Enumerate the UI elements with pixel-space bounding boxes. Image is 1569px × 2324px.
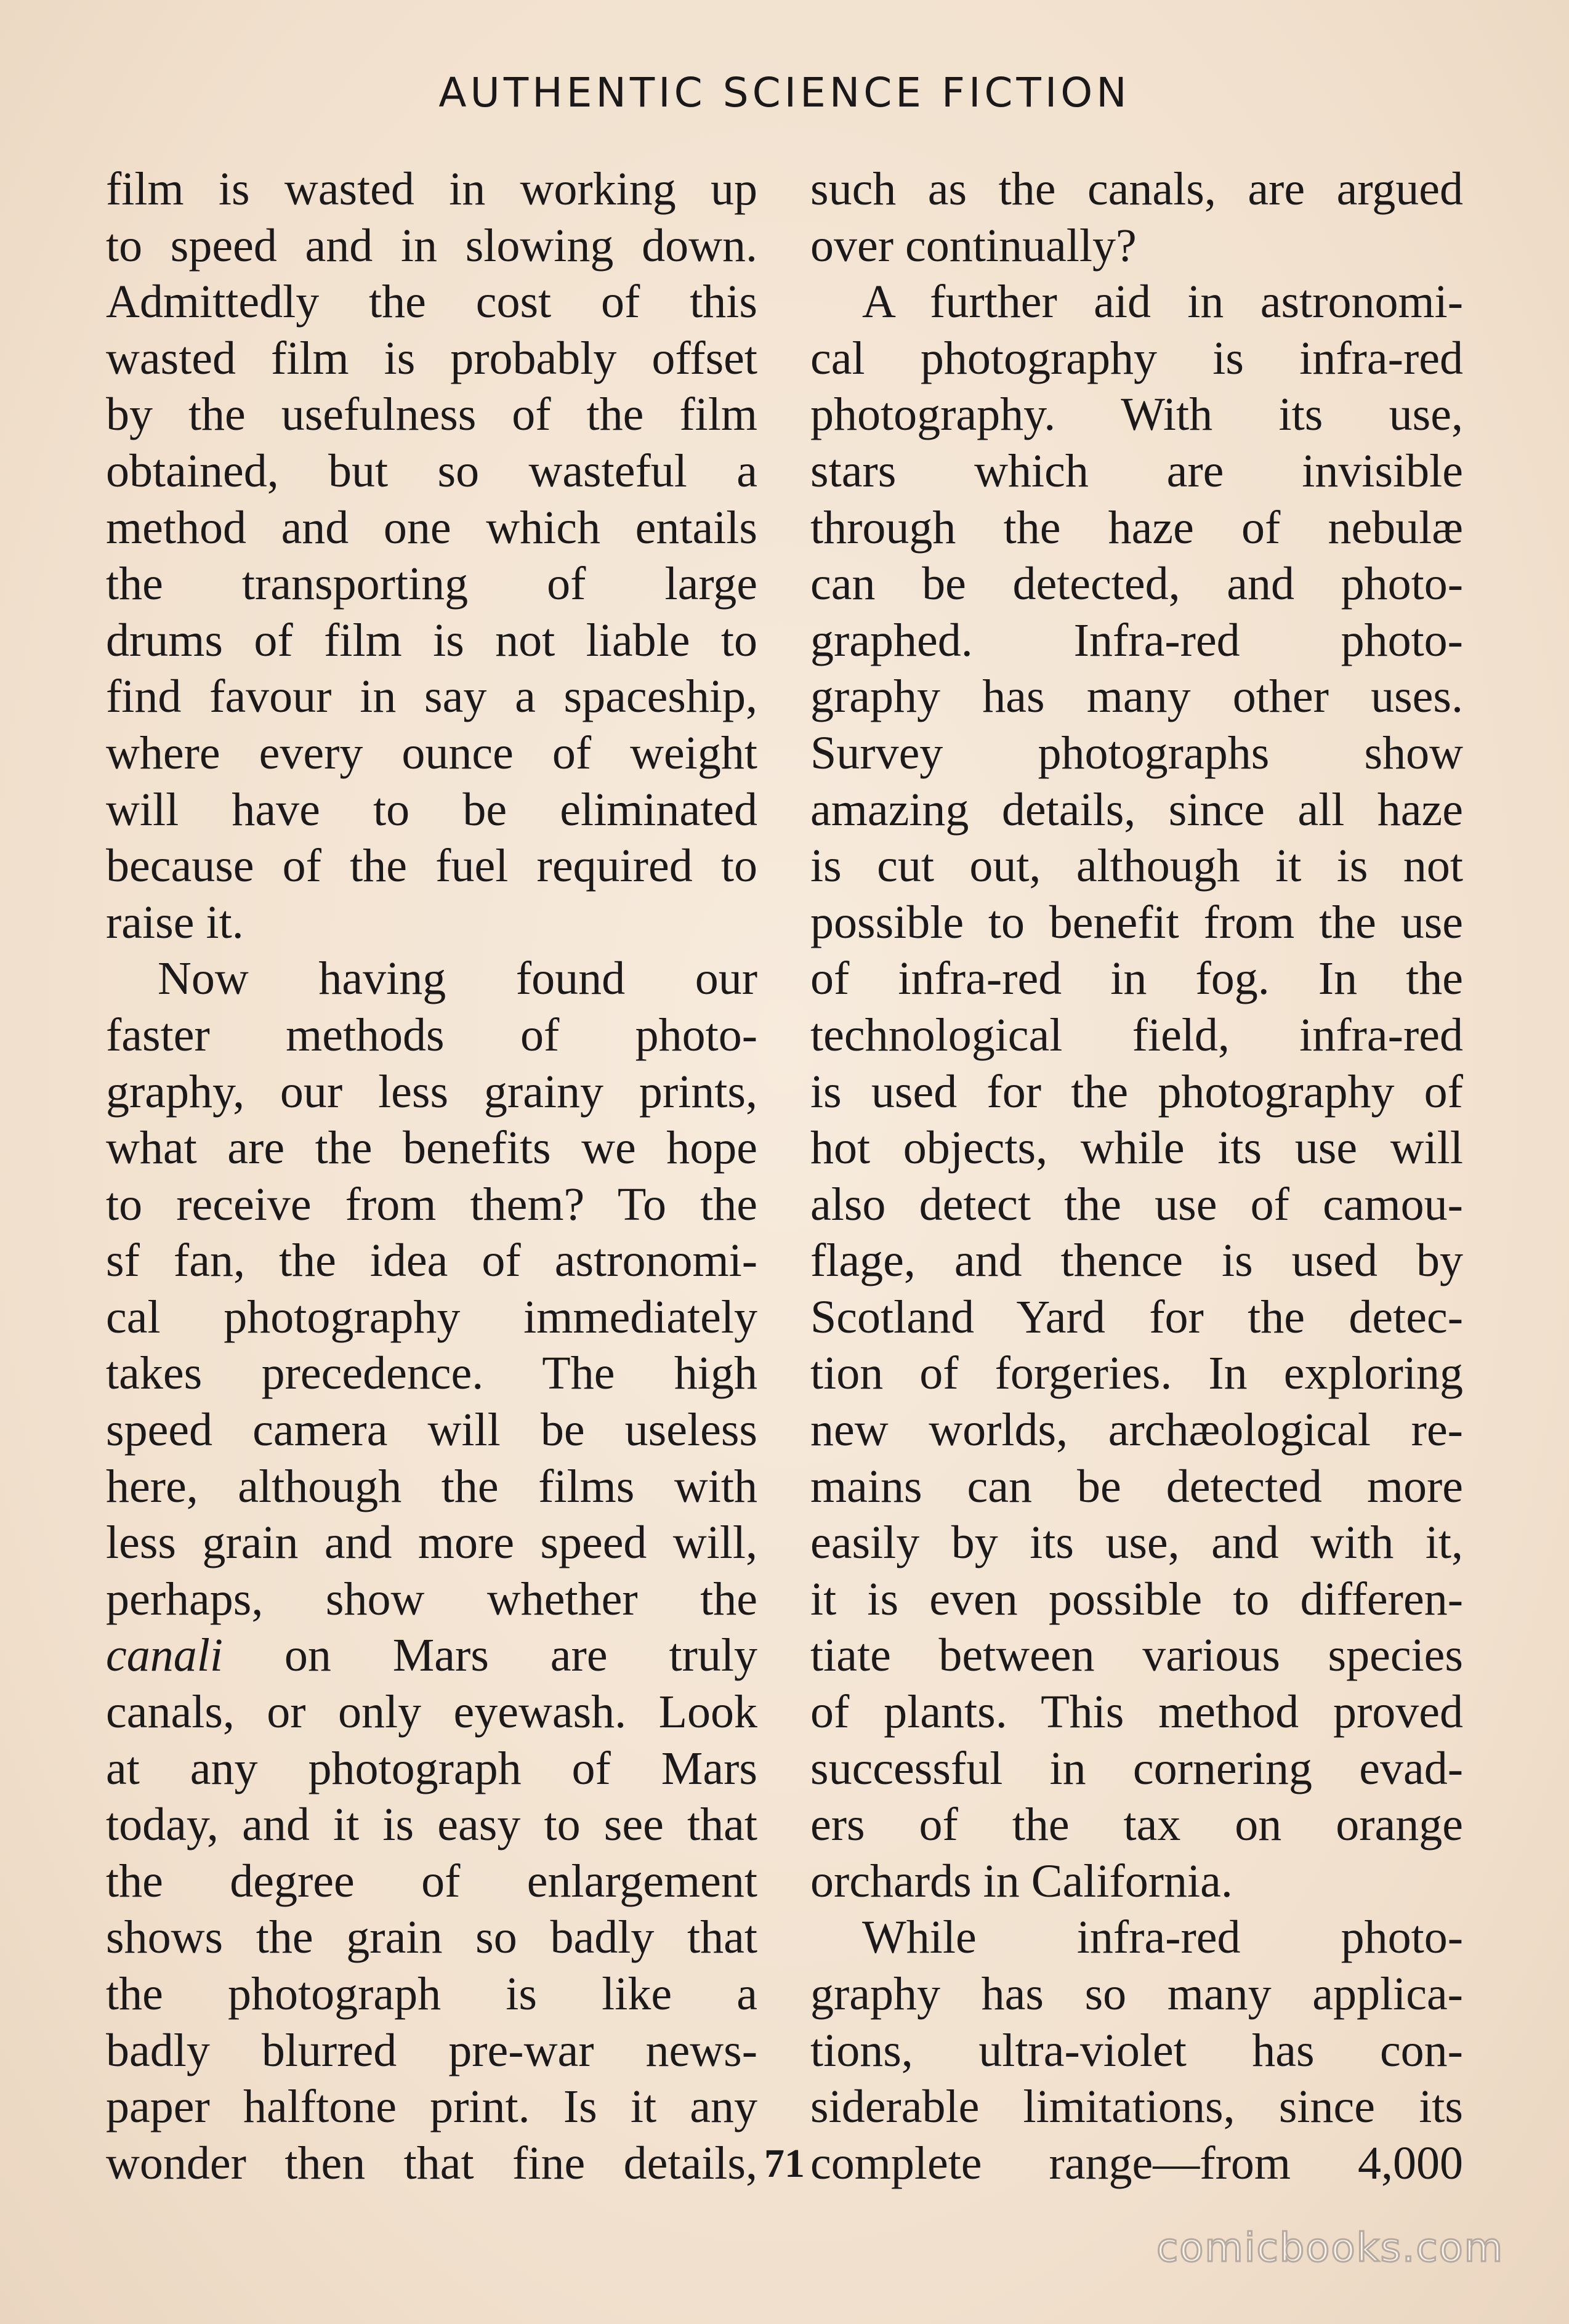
text-line: easily by its use, and with it, bbox=[810, 1517, 1463, 1569]
text-line: speed camera will be useless bbox=[106, 1404, 757, 1456]
text-line: graphed. Infra-red photo- bbox=[810, 614, 1463, 666]
text-line: raise it. bbox=[106, 896, 244, 948]
running-title: AUTHENTIC SCIENCE FICTION bbox=[438, 69, 1131, 116]
left-text-column bbox=[106, 161, 757, 2192]
text-line: what are the benefits we hope bbox=[106, 1122, 757, 1174]
text-line: Now having found our bbox=[158, 953, 757, 1005]
text-line: technological field, infra-red bbox=[810, 1009, 1463, 1061]
text-line: tiate between various species bbox=[810, 1629, 1463, 1682]
text-line: through the haze of nebulæ bbox=[810, 501, 1463, 554]
text-line: A further aid in astronomi- bbox=[862, 276, 1463, 328]
text-line: amazing details, since all haze bbox=[810, 783, 1463, 836]
text-line: Survey photographs show bbox=[810, 727, 1463, 779]
text-line: will have to be eliminated bbox=[106, 783, 757, 836]
text-line: canals, or only eyewash. Look bbox=[106, 1686, 757, 1738]
text-line: at any photograph of Mars bbox=[106, 1742, 757, 1794]
text-line: the degree of enlargement bbox=[106, 1855, 757, 1907]
text-line: today, and it is easy to see that bbox=[106, 1799, 757, 1851]
text-line: film is wasted in working up bbox=[106, 163, 757, 215]
page-number: 71 bbox=[764, 2141, 805, 2186]
text-line: takes precedence. The high bbox=[106, 1347, 757, 1400]
text-line: badly blurred pre-war news- bbox=[106, 2024, 757, 2076]
text-line: new worlds, archæological re- bbox=[810, 1404, 1463, 1456]
text-line: to receive from them? To the bbox=[106, 1178, 757, 1230]
text-line: sf fan, the idea of astronomi- bbox=[106, 1235, 757, 1287]
text-line: of plants. This method proved bbox=[810, 1686, 1463, 1738]
text-line: find favour in say a spaceship, bbox=[106, 671, 757, 723]
text-line: obtained, but so wasteful a bbox=[106, 445, 757, 497]
text-line: over continually? bbox=[810, 219, 1137, 272]
text-line: paper halftone print. Is it any bbox=[106, 2081, 757, 2133]
text-line: because of the fuel required to bbox=[106, 840, 757, 892]
text-line: is used for the photography of bbox=[810, 1065, 1463, 1118]
text-line: faster methods of photo- bbox=[106, 1009, 757, 1061]
text-line: siderable limitations, since its bbox=[810, 2081, 1463, 2133]
text-line: successful in cornering evad- bbox=[810, 1742, 1463, 1794]
text-line: While infra-red photo- bbox=[862, 1911, 1463, 1964]
text-line: possible to benefit from the use bbox=[810, 896, 1463, 948]
text-line: less grain and more speed will, bbox=[106, 1517, 757, 1569]
text-line: ers of the tax on orange bbox=[810, 1799, 1463, 1851]
text-line: also detect the use of camou- bbox=[810, 1178, 1463, 1230]
text-line: drums of film is not liable to bbox=[106, 614, 757, 666]
text-line: tion of forgeries. In exploring bbox=[810, 1347, 1463, 1400]
text-line: where every ounce of weight bbox=[106, 727, 757, 779]
text-line: cal photography is infra-red bbox=[810, 332, 1463, 384]
text-line: hot objects, while its use will bbox=[810, 1122, 1463, 1174]
text-line: Admittedly the cost of this bbox=[106, 276, 757, 328]
text-line: Scotland Yard for the detec- bbox=[810, 1291, 1463, 1343]
text-line: here, although the films with bbox=[106, 1460, 757, 1512]
text-line: to speed and in slowing down. bbox=[106, 219, 757, 272]
text-line: the photograph is like a bbox=[106, 1968, 757, 2020]
text-line: graphy has so many applica- bbox=[810, 1968, 1463, 2020]
text-line: cal photography immediately bbox=[106, 1291, 757, 1343]
watermark-logo: comicbooks.com bbox=[1156, 2225, 1504, 2271]
text-line: orchards in California. bbox=[810, 1855, 1233, 1907]
text-line: graphy, our less grainy prints, bbox=[106, 1065, 757, 1118]
text-line: shows the grain so badly that bbox=[106, 1911, 757, 1964]
text-line: graphy has many other uses. bbox=[810, 671, 1463, 723]
text-line: it is even possible to differen- bbox=[810, 1573, 1463, 1625]
text-line: tions, ultra-violet has con- bbox=[810, 2024, 1463, 2076]
text-line: photography. With its use, bbox=[810, 389, 1463, 441]
text-line: canali on Mars are truly bbox=[106, 1629, 757, 1682]
text-line: by the usefulness of the film bbox=[106, 389, 757, 441]
text-line: is cut out, although it is not bbox=[810, 840, 1463, 892]
text-line: method and one which entails bbox=[106, 501, 757, 554]
text-line: mains can be detected more bbox=[810, 1460, 1463, 1512]
text-line: of infra-red in fog. In the bbox=[810, 953, 1463, 1005]
text-line: complete range—from 4,000 bbox=[810, 2137, 1463, 2189]
text-line: wasted film is probably offset bbox=[106, 332, 757, 384]
text-line: such as the canals, are argued bbox=[810, 163, 1463, 215]
right-text-column bbox=[810, 161, 1463, 2192]
text-line: can be detected, and photo- bbox=[810, 558, 1463, 610]
text-line: wonder then that fine details, bbox=[106, 2137, 757, 2189]
text-line: perhaps, show whether the bbox=[106, 1573, 757, 1625]
text-line: stars which are invisible bbox=[810, 445, 1463, 497]
text-line: flage, and thence is used by bbox=[810, 1235, 1463, 1287]
text-line: the transporting of large bbox=[106, 558, 757, 610]
